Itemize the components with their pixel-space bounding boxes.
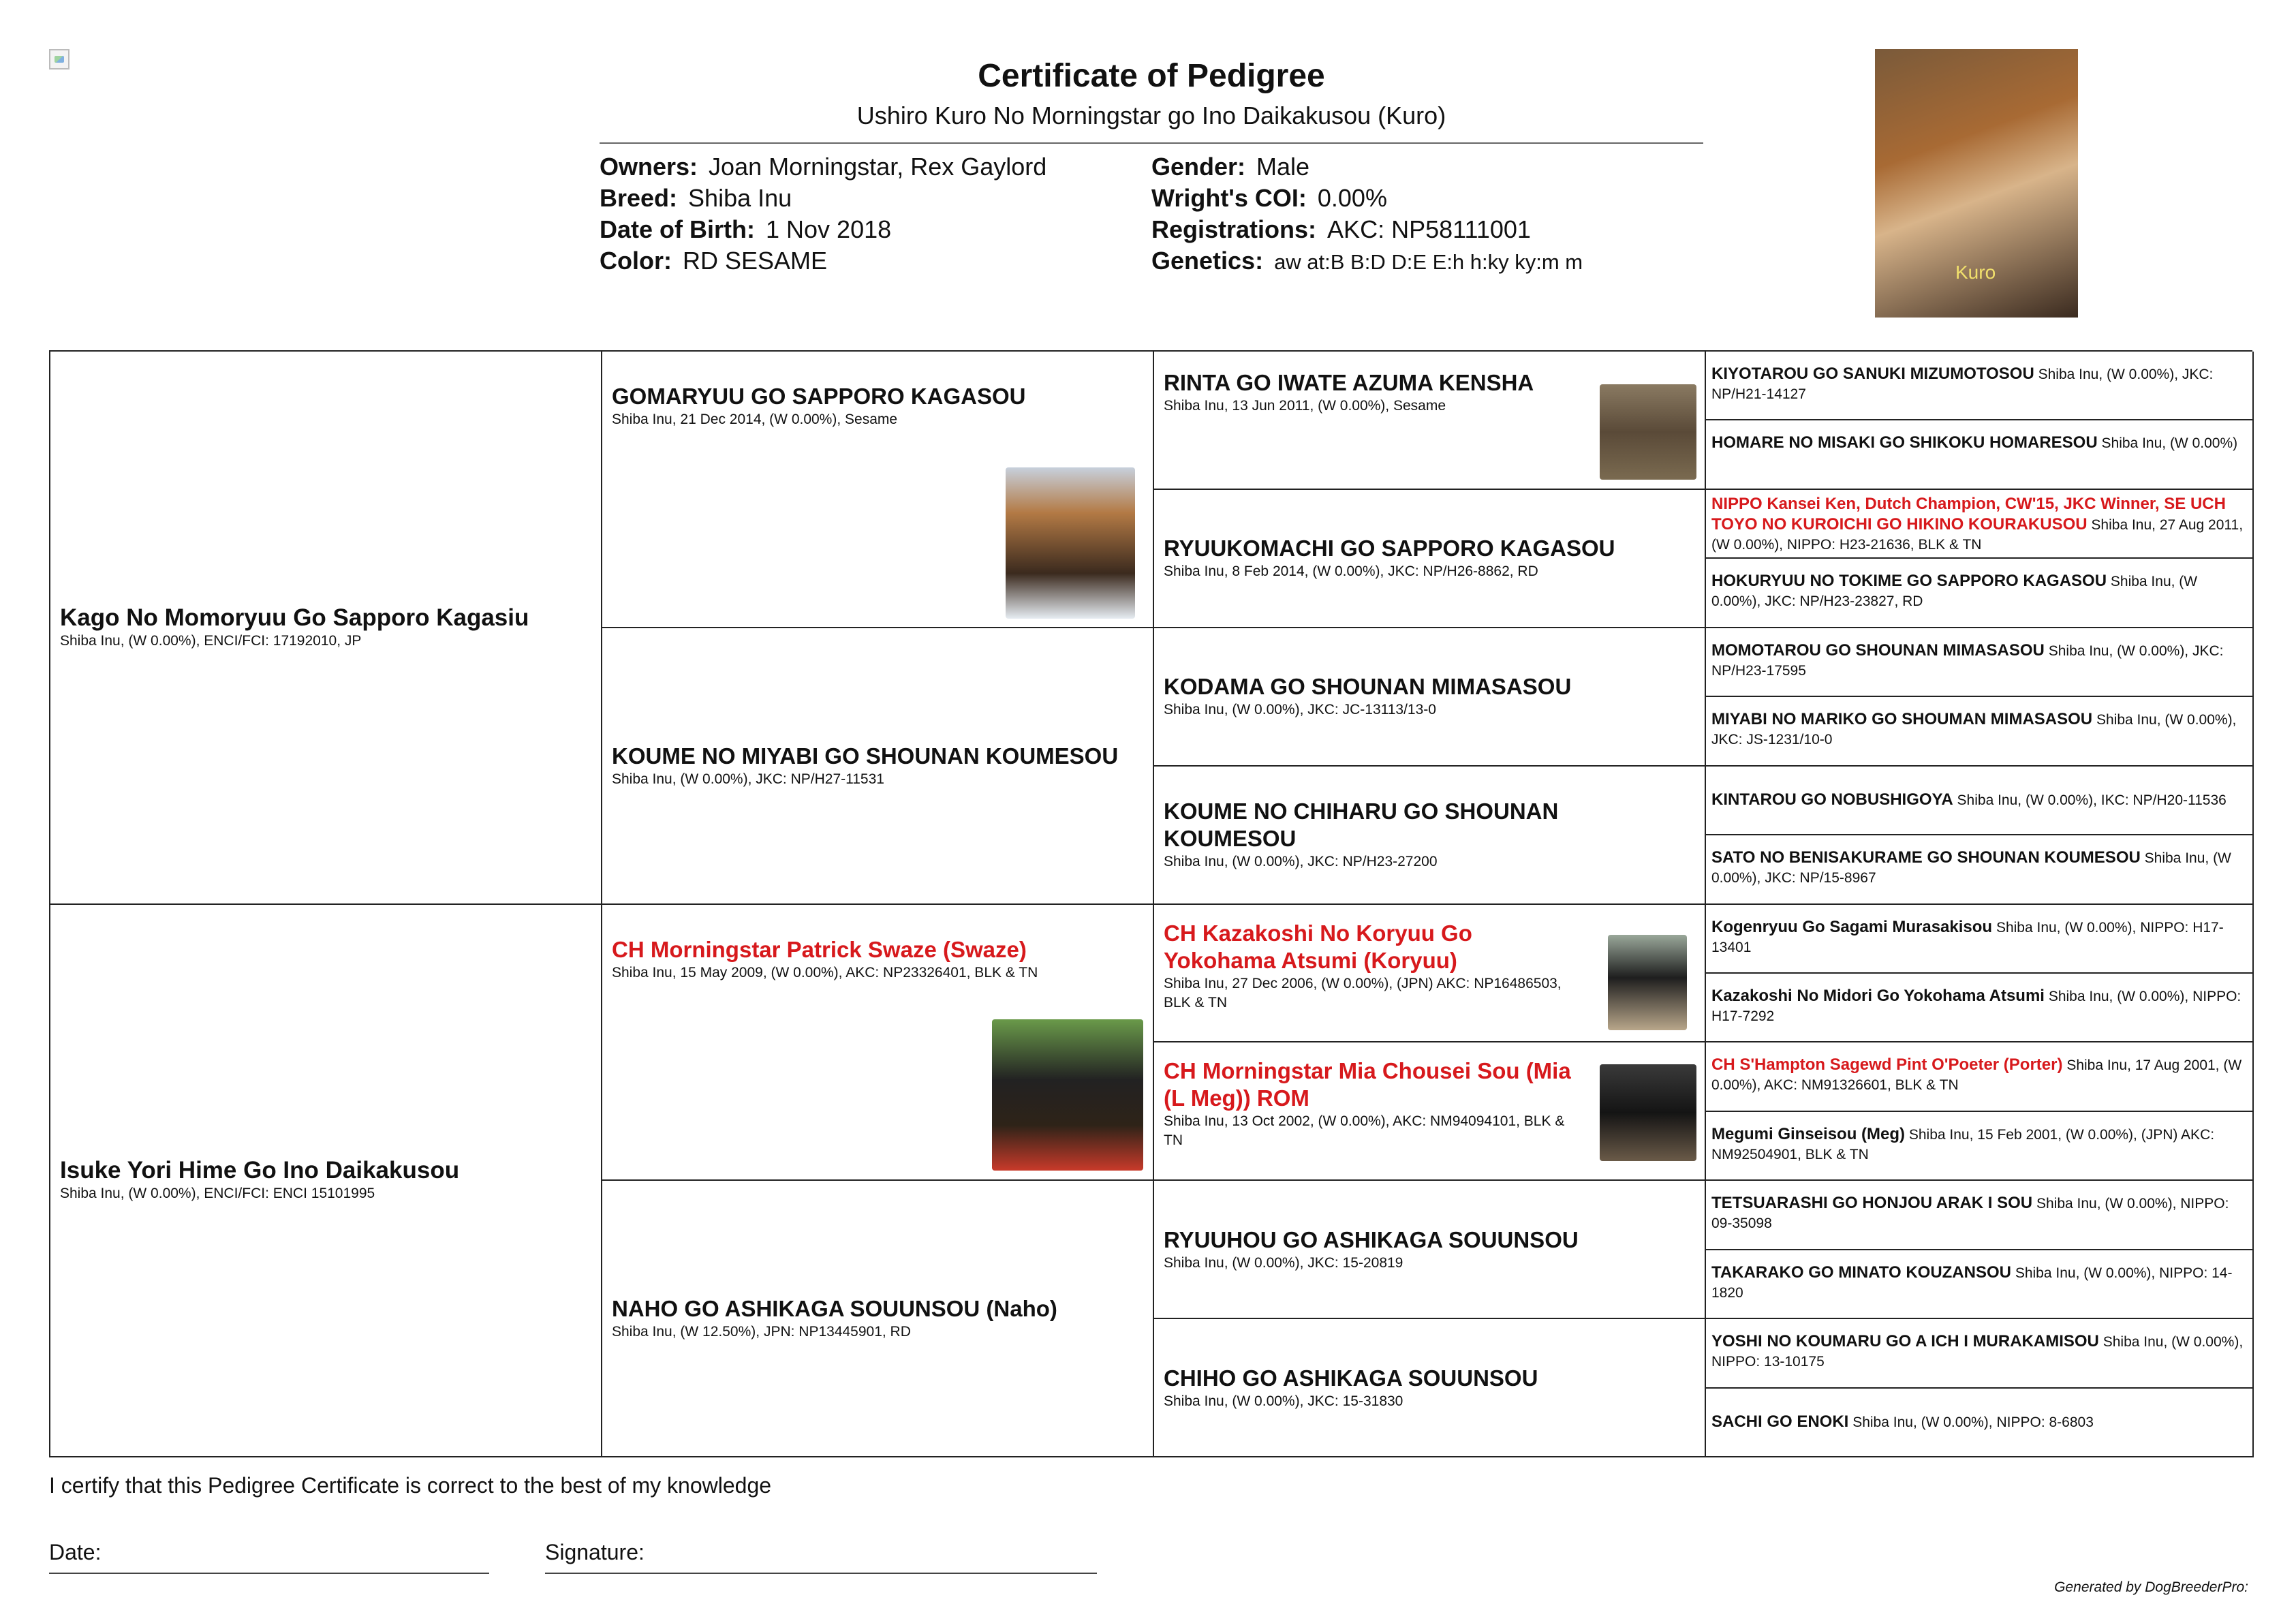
- ancestor-cell: [602, 905, 1154, 1181]
- breed-row: Breed: Shiba Inu: [600, 184, 792, 212]
- ancestor-cell: [602, 1181, 1154, 1457]
- ancestor-name: CH Morningstar Mia Chousei Sou (Mia (L Meg)) ROM: [1164, 1058, 1571, 1111]
- ancestor-name: CHIHO GO ASHIKAGA SOUUNSOU: [1164, 1365, 1538, 1391]
- ancestor-cell: [1706, 767, 2254, 835]
- ancestor-cell: [1706, 628, 2254, 697]
- ancestor-photo: [1600, 384, 1696, 480]
- ancestor-details: Shiba Inu, (W 0.00%), JKC: JS-1231/10-0: [1711, 712, 2237, 748]
- ancestor-details: Shiba Inu, (W 0.00%), JKC: 15-31830: [1164, 1393, 1403, 1409]
- ancestor-name: KINTAROU GO NOBUSHIGOYA: [1711, 790, 1953, 809]
- ancestor-photo: [1608, 935, 1687, 1030]
- date-line: [49, 1573, 489, 1574]
- ancestor-name: RYUUHOU GO ASHIKAGA SOUUNSOU: [1164, 1226, 1579, 1252]
- ancestor-cell: [1706, 1250, 2254, 1319]
- signature-label: Signature:: [545, 1540, 645, 1564]
- ancestor-details: Shiba Inu, 13 Oct 2002, (W 0.00%), AKC: NM94094101, BLK & TN: [1164, 1113, 1565, 1149]
- ancestor-name: Kago No Momoryuu Go Sapporo Kagasiu: [60, 604, 529, 631]
- ancestor-details: Shiba Inu, (W 0.00%): [2101, 435, 2238, 452]
- registrations-value: AKC: NP58111001: [1327, 215, 1531, 243]
- ancestor-details: Shiba Inu, (W 0.00%), JKC: NP/H23-23827, RD: [1711, 574, 2198, 610]
- ancestor-cell: [1154, 490, 1706, 628]
- ancestor-cell: [602, 352, 1154, 628]
- color-row: Color: RD SESAME: [600, 247, 828, 275]
- ancestor-name: Megumi Ginseisou (Meg): [1711, 1124, 1906, 1143]
- ancestor-photo: [1600, 1064, 1696, 1161]
- gender-row: Gender: Male: [1151, 153, 1310, 181]
- gender-value: Male: [1256, 153, 1310, 181]
- ancestor-name: CH Kazakoshi No Koryuu Go Yokohama Atsumi (Koryuu): [1164, 920, 1472, 973]
- owners-row: Owners: Joan Morningstar, Rex Gaylord: [600, 153, 1047, 181]
- ancestor-details: Shiba Inu, (W 0.00%), JKC: NP/H23-17595: [1711, 643, 2224, 679]
- breed-value: Shiba Inu: [688, 184, 792, 212]
- dob-row: Date of Birth: 1 Nov 2018: [600, 215, 892, 243]
- ancestor-details: Shiba Inu, (W 0.00%), NIPPO: 8-6803: [1852, 1415, 2094, 1431]
- ancestor-name: TAKARAKO GO MINATO KOUZANSOU: [1711, 1263, 2011, 1282]
- ancestor-details: Shiba Inu, 17 Aug 2001, (W 0.00%), AKC: NM91326601, BLK & TN: [1711, 1057, 2242, 1094]
- ancestor-name: NIPPO Kansei Ken, Dutch Champion, CW'15, JKC Winner, SE UCH TOYO NO KUROICHI GO HIKINO KOURAKUSOU: [1711, 494, 2226, 534]
- ancestor-cell: [1706, 420, 2254, 489]
- coi-value: 0.00%: [1317, 184, 1387, 212]
- ancestor-cell: [1706, 490, 2254, 559]
- certification-statement: I certify that this Pedigree Certificate is correct to the best of my knowledge: [49, 1473, 772, 1498]
- ancestor-details: Shiba Inu, (W 0.00%), JKC: NP/H27-11531: [612, 771, 884, 787]
- ancestor-name: Kogenryuu Go Sagami Murasakisou: [1711, 917, 1993, 936]
- coi-row: Wright's COI: 0.00%: [1151, 184, 1387, 212]
- ancestor-details: Shiba Inu, (W 0.00%), ENCI/FCI: ENCI 15101995: [60, 1186, 375, 1202]
- ancestor-name: KODAMA GO SHOUNAN MIMASASOU: [1164, 674, 1572, 700]
- ancestor-details: Shiba Inu, 27 Dec 2006, (W 0.00%), (JPN) AKC: NP16486503, BLK & TN: [1164, 975, 1562, 1010]
- info-right: [1151, 151, 1583, 278]
- ancestor-cell: [1154, 905, 1706, 1043]
- ancestor-name: GOMARYUU GO SAPPORO KAGASOU: [612, 384, 1026, 409]
- ancestor-details: Shiba Inu, (W 0.00%), NIPPO: 13-10175: [1711, 1334, 2244, 1370]
- ancestor-cell: [1154, 1181, 1706, 1319]
- registrations-row: Registrations: AKC: NP58111001: [1151, 215, 1531, 243]
- pedigree-table: [49, 350, 2252, 1457]
- ancestor-cell: [1706, 1389, 2254, 1457]
- ancestor-photo: [992, 1019, 1143, 1171]
- ancestor-details: Shiba Inu, 15 Feb 2001, (W 0.00%), (JPN) AKC: NM92504901, BLK & TN: [1711, 1126, 2215, 1162]
- ancestor-name: SATO NO BENISAKURAME GO SHOUNAN KOUMESOU: [1711, 848, 2141, 867]
- dob-value: 1 Nov 2018: [766, 215, 892, 243]
- dog-name: Ushiro Kuro No Morningstar go Ino Daikakusou (Kuro): [856, 102, 1446, 129]
- ancestor-photo: [1006, 467, 1135, 619]
- owners-value: Joan Morningstar, Rex Gaylord: [709, 153, 1047, 181]
- ancestor-name: Kazakoshi No Midori Go Yokohama Atsumi: [1711, 986, 2045, 1005]
- color-value: RD SESAME: [682, 247, 828, 275]
- ancestor-cell: [1706, 697, 2254, 766]
- header-divider: [600, 142, 1703, 144]
- ancestor-details: Shiba Inu, (W 0.00%), JKC: NP/15-8967: [1711, 850, 2231, 886]
- genetics-value: aw at:B B:D D:E E:h h:ky ky:m m: [1274, 250, 1583, 274]
- ancestor-details: Shiba Inu, 21 Dec 2014, (W 0.00%), Sesame: [612, 412, 898, 427]
- dog-photo: [1875, 49, 2078, 318]
- ancestor-details: Shiba Inu, (W 0.00%), IKC: NP/H20-11536: [1957, 792, 2227, 809]
- genetics-row: Genetics: aw at:B B:D D:E E:h h:ky ky:m m: [1151, 247, 1583, 275]
- ancestor-cell: [1706, 974, 2254, 1042]
- ancestor-name: HOKURYUU NO TOKIME GO SAPPORO KAGASOU: [1711, 572, 2107, 591]
- ancestor-details: Shiba Inu, (W 12.50%), JPN: NP13445901, RD: [612, 1324, 911, 1340]
- ancestor-name: CH Morningstar Patrick Swaze (Swaze): [612, 936, 1027, 962]
- logo-image: [49, 49, 69, 69]
- ancestor-name: MIYABI NO MARIKO GO SHOUMAN MIMASASOU: [1711, 710, 2093, 729]
- ancestor-name: KIYOTAROU GO SANUKI MIZUMOTOSOU: [1711, 365, 2034, 383]
- ancestor-details: Shiba Inu, (W 0.00%), NIPPO: H17-13401: [1711, 919, 2224, 955]
- ancestor-cell: [1706, 1112, 2254, 1181]
- ancestor-name: YOSHI NO KOUMARU GO A ICH I MURAKAMISOU: [1711, 1332, 2099, 1351]
- signature-line: [545, 1573, 1097, 1574]
- ancestor-name: SACHI GO ENOKI: [1711, 1412, 1849, 1432]
- ancestor-details: Shiba Inu, 13 Jun 2011, (W 0.00%), Sesame: [1164, 398, 1446, 414]
- ancestor-name: Isuke Yori Hime Go Ino Daikakusou: [60, 1157, 460, 1184]
- sire: [50, 352, 602, 905]
- ancestor-details: Shiba Inu, (W 0.00%), JKC: NP/H23-27200: [1164, 854, 1438, 870]
- ancestor-details: Shiba Inu, 8 Feb 2014, (W 0.00%), JKC: NP/H26-8862, RD: [1164, 563, 1538, 580]
- ancestor-details: Shiba Inu, (W 0.00%), JKC: JC-13113/13-0: [1164, 702, 1436, 718]
- ancestor-cell: [1706, 1181, 2254, 1250]
- ancestor-details: Shiba Inu, (W 0.00%), ENCI/FCI: 17192010, JP: [60, 632, 362, 649]
- ancestor-details: Shiba Inu, 15 May 2009, (W 0.00%), AKC: NP23326401, BLK & TN: [612, 964, 1038, 980]
- ancestor-name: TETSUARASHI GO HONJOU ARAK I SOU: [1711, 1194, 2033, 1213]
- ancestor-cell: [1706, 905, 2254, 974]
- ancestor-details: Shiba Inu, (W 0.00%), JKC: 15-20819: [1164, 1254, 1403, 1271]
- photo-caption: Kuro: [1955, 262, 1996, 283]
- date-label: Date:: [49, 1540, 102, 1564]
- dam: [50, 905, 602, 1458]
- ancestor-cell: [1154, 628, 1706, 767]
- ancestor-name: RYUUKOMACHI GO SAPPORO KAGASOU: [1164, 536, 1615, 561]
- ancestor-cell: [1706, 1319, 2254, 1388]
- certificate-header: [600, 55, 1703, 132]
- ancestor-cell: [1154, 767, 1706, 905]
- ancestor-cell: [1154, 1042, 1706, 1181]
- ancestor-name: KOUME NO MIYABI GO SHOUNAN KOUMESOU: [612, 743, 1119, 769]
- generated-by: Generated by DogBreederPro:: [2054, 1579, 2248, 1595]
- ancestor-details: Shiba Inu, (W 0.00%), NIPPO: 14-1820: [1711, 1265, 2233, 1301]
- ancestor-details: Shiba Inu, 27 Aug 2011, (W 0.00%), NIPPO: H23-21636, BLK & TN: [1711, 516, 2244, 553]
- ancestor-cell: [1706, 835, 2254, 904]
- ancestor-cell: [602, 628, 1154, 905]
- ancestor-cell: [1706, 559, 2254, 628]
- ancestor-details: Shiba Inu, (W 0.00%), JKC: NP/H21-14127: [1711, 367, 2214, 402]
- ancestor-name: NAHO GO ASHIKAGA SOUUNSOU (Naho): [612, 1296, 1057, 1322]
- ancestor-name: RINTA GO IWATE AZUMA KENSHA: [1164, 370, 1534, 395]
- ancestor-cell: [1706, 352, 2254, 420]
- ancestor-cell: [1154, 352, 1706, 490]
- ancestor-cell: [1154, 1319, 1706, 1457]
- ancestor-details: Shiba Inu, (W 0.00%), NIPPO: 09-35098: [1711, 1196, 2229, 1232]
- ancestor-name: MOMOTAROU GO SHOUNAN MIMASASOU: [1711, 640, 2045, 660]
- ancestor-cell: [1706, 1042, 2254, 1111]
- ancestor-name: CH S'Hampton Sagewd Pint O'Poeter (Porter): [1711, 1055, 2063, 1075]
- info-left: [600, 151, 1046, 277]
- ancestor-name: HOMARE NO MISAKI GO SHIKOKU HOMARESOU: [1711, 433, 2098, 452]
- ancestor-name: KOUME NO CHIHARU GO SHOUNAN KOUMESOU: [1164, 799, 1559, 852]
- ancestor-details: Shiba Inu, (W 0.00%), NIPPO: H17-7292: [1711, 988, 2241, 1024]
- page-title: Certificate of Pedigree: [978, 58, 1325, 94]
